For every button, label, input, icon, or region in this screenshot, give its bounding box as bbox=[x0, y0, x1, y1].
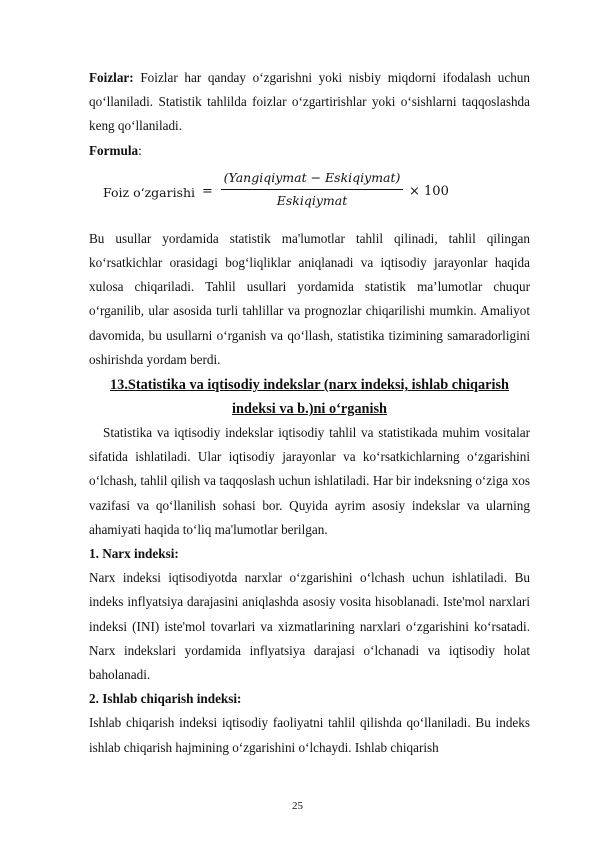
subsection-title-text: 1. Narx indeksi: bbox=[89, 546, 179, 562]
section-intro-paragraph: Statistika va iqtisodiy indekslar iqtisodiy tahlil va statistikada muhim vositalar sifatida ishlatiladi. Ular iqtisodiy jarayonlar va ko‘rsatkichlarning o‘zgarishini o‘lchash, tahlil qilish va taqqoslash uchun ishlatiladi. Har bir indeksning o‘ziga xos vazifasi va qo‘llanilish sohasi bor. Quyida ayrim asosiy indekslar va ularning ahamiyati haqida to‘liq ma'lumotlar berilgan. bbox=[89, 425, 530, 537]
document-page bbox=[89, 66, 530, 760]
subsection-paragraph: Ishlab chiqarish indeksi iqtisodiy faoliyatni tahlil qilishda qo‘llaniladi. Bu indeks ishlab chiqarish hajmining o‘zgarishini o‘lchaydi. Ishlab chiqarish bbox=[89, 715, 530, 755]
section-heading: 13.Statistika va iqtisodiy indekslar (narx indeksi, ishlab chiqarish indeksi va b.)ni o‘rganish bbox=[110, 377, 509, 418]
formula-denominator: Eskiqiymat bbox=[276, 192, 348, 208]
intro-term: Foizlar: bbox=[89, 70, 134, 85]
subsection-title-text: 2. Ishlab chiqarish indeksi: bbox=[89, 691, 242, 707]
formula-label: Formula bbox=[89, 142, 139, 158]
subsection-title bbox=[89, 687, 530, 711]
formula-fraction bbox=[219, 167, 405, 212]
percent-change-formula bbox=[89, 167, 530, 221]
page-number: 25 bbox=[292, 800, 303, 812]
intro-text: Foizlar har qanday o‘zgarishni yoki nisbiy miqdorni ifodalash uchun qo‘llaniladi. Statistik tahlilda foizlar o‘zgartirishlar yoki o‘sishlarni taqqoslashda keng qo‘llaniladi. bbox=[89, 70, 530, 134]
formula-multiplier: × 100 bbox=[409, 183, 449, 199]
formula-label-line bbox=[89, 139, 530, 163]
formula-lhs: Foiz o‘zgarishi bbox=[103, 184, 196, 200]
subsection-paragraph: Narx indeksi iqtisodiyotda narxlar o‘zgarishini o‘lchash uchun ishlatiladi. Bu indeks inflyatsiya darajasini aniqlashda asosiy vosita hisoblanadi. Iste'mol narxlari indeksi (INI) iste'mol tovarlari va xizmatlarining narxlari o‘zgarishini ko‘rsatadi. Narx indekslari yordamida inflyatsiya darajasi o‘lchanadi va iqtisodiy holat baholanadi. bbox=[89, 570, 530, 683]
intro-paragraph bbox=[89, 66, 530, 139]
formula-numerator: (Yangiqiymat − Eskiqiymat) bbox=[223, 169, 401, 185]
formula-label-colon: : bbox=[138, 142, 142, 158]
formula-equals: = bbox=[202, 183, 213, 199]
subsection-title bbox=[89, 542, 530, 566]
summary-paragraph: Bu usullar yordamida statistik ma'lumotlar tahlil qilinadi, tahlil qilingan ko‘rsatkichlar orasidagi bog‘liqliklar aniqlanadi va iqtisodiy jarayonlar haqida xulosa chiqariladi. Tahlil usullari yordamida statistik ma’lumotlar chuqur o‘rganilib, ular asosida turli tahlillar va prognozlar chiqarilishi mumkin. Amaliyot davomida, bu usullarni o‘rganish va qo‘llash, statistika tizimining samaradorligini oshirishda yordam berdi. bbox=[89, 230, 530, 367]
